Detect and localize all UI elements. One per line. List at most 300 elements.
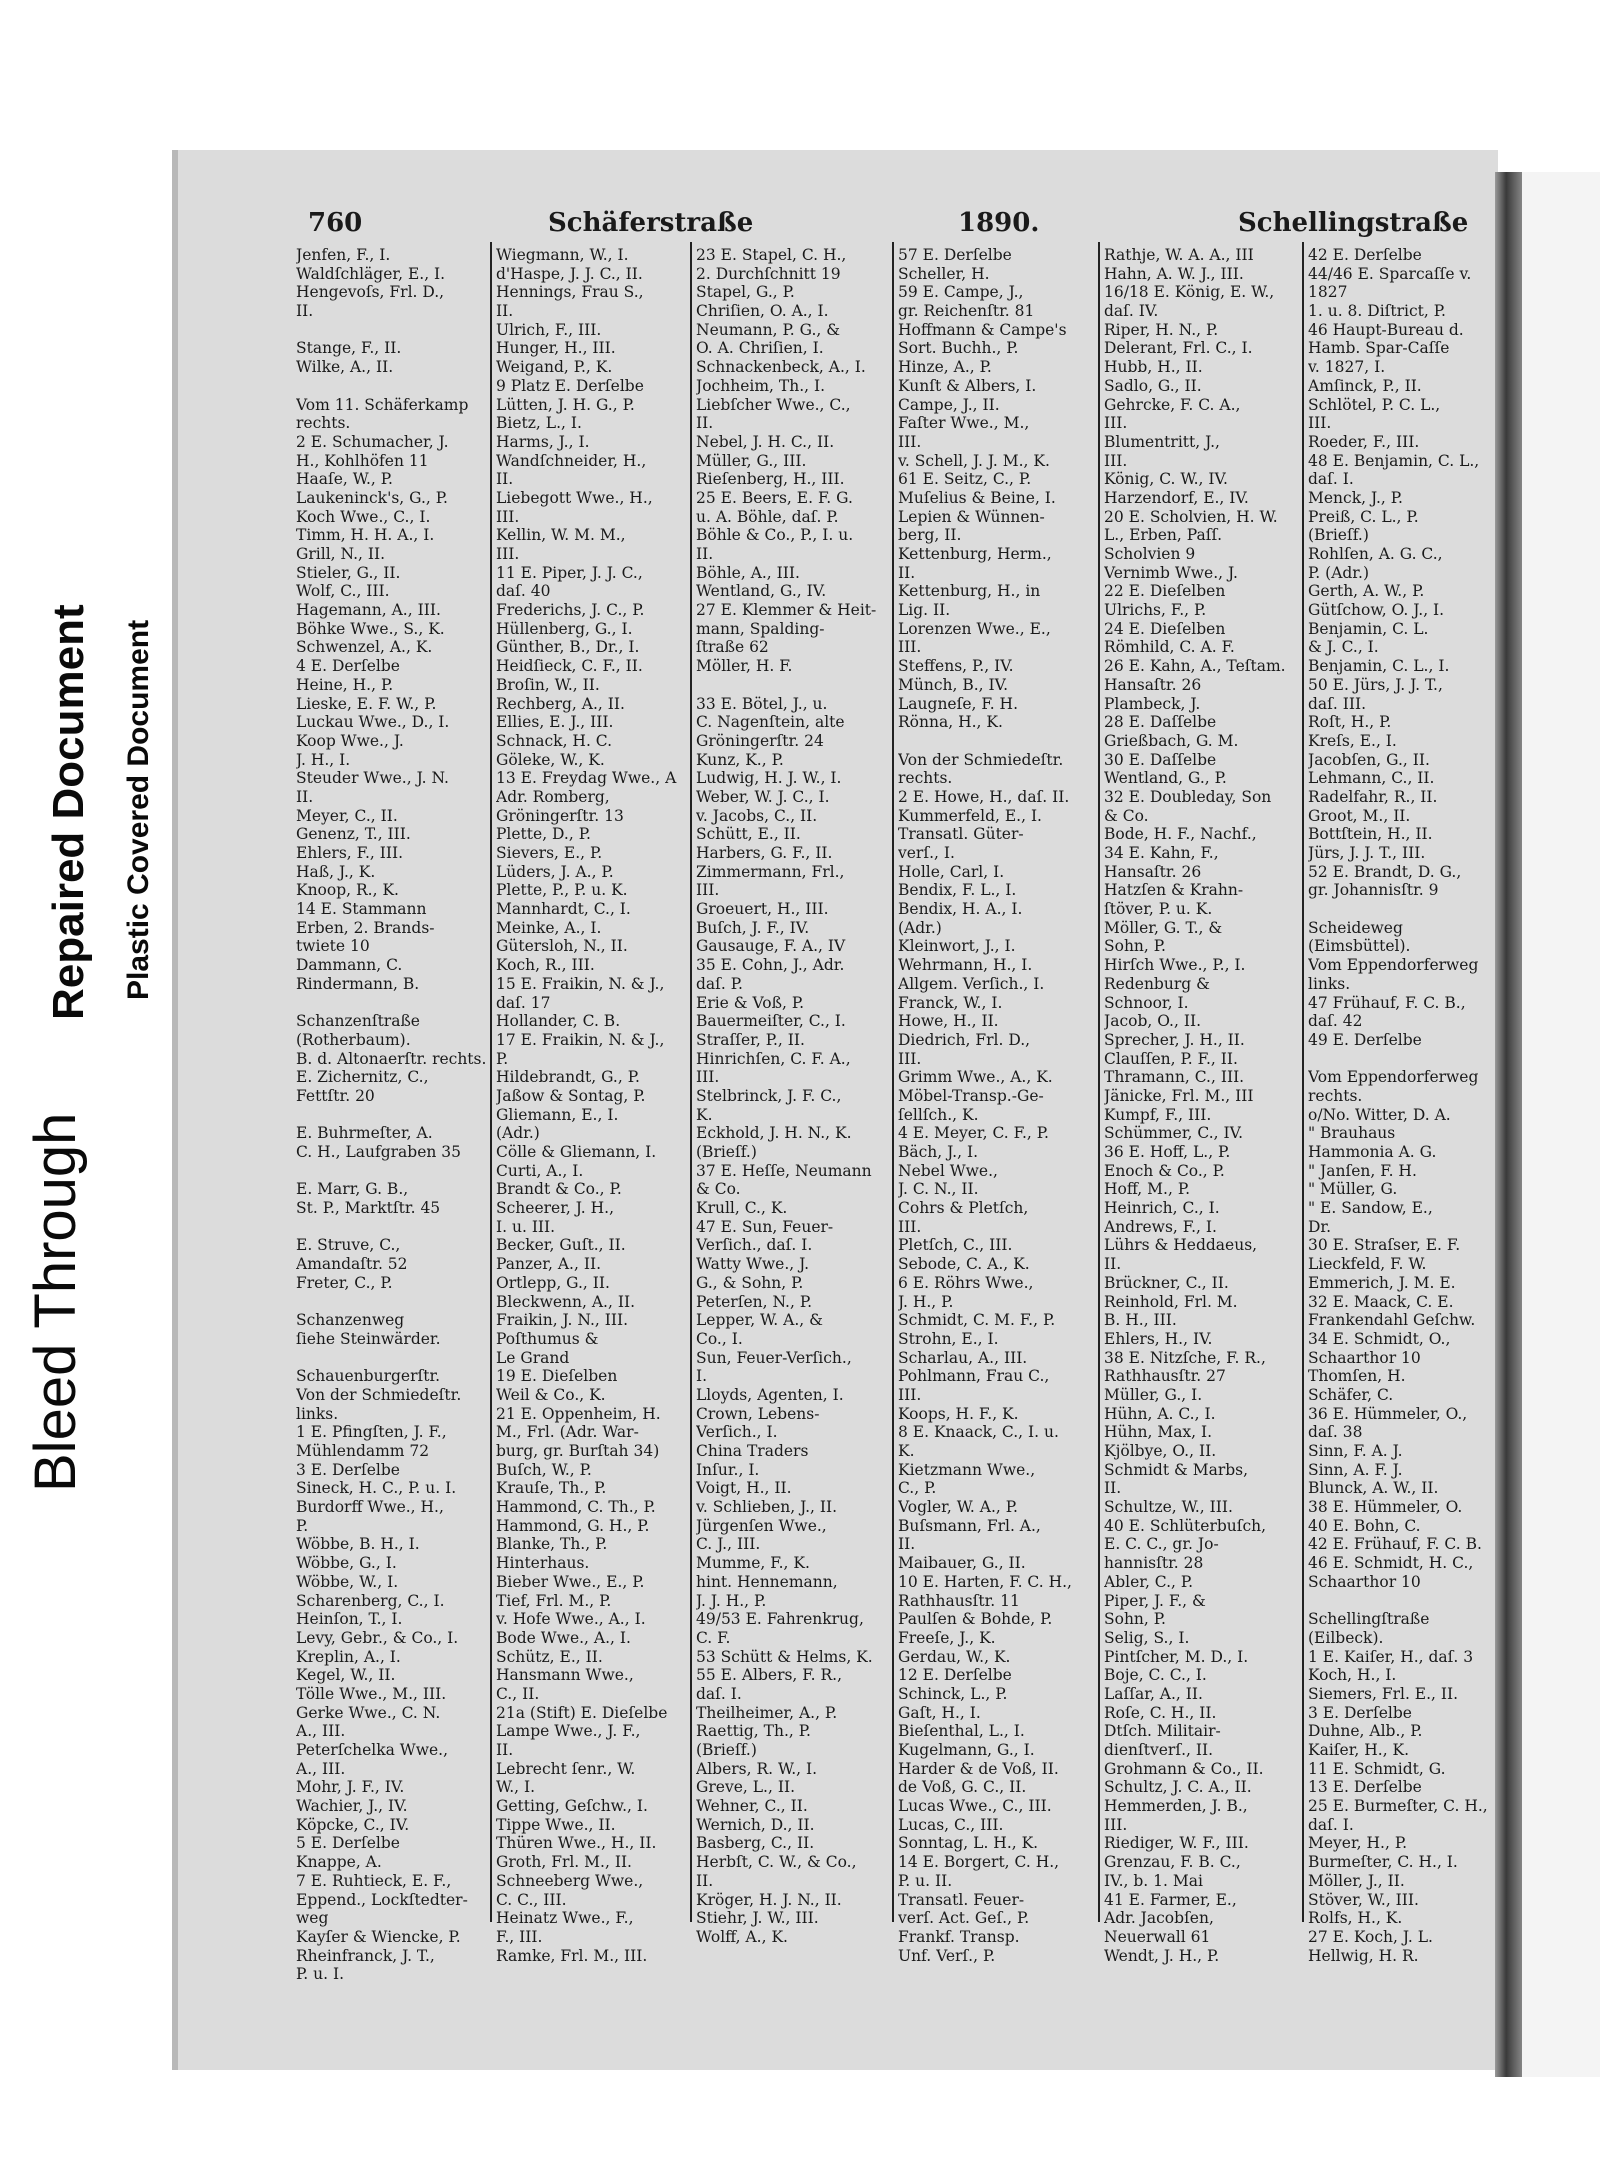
directory-entry-line: 47 Frühauf, F. C. B., (1308, 993, 1466, 1012)
directory-entry-line: Greve, L., II. (696, 1778, 795, 1797)
directory-entry-line: 44/46 E. Sparcaſſe v. (1308, 264, 1472, 283)
directory-entry-line: Scharlau, A., III. (898, 1348, 1028, 1367)
directory-entry-line: III. (696, 881, 720, 900)
directory-entry-line: Hammonia A. G. (1308, 1143, 1437, 1161)
directory-entry-line: 1 E. Kaiſer, H., daſ. 3 (1308, 1647, 1474, 1666)
directory-entry-line: II. (898, 563, 916, 582)
directory-entry-line: 34 E. Kahn, F., (1104, 844, 1219, 862)
directory-entry-line: Schaarthor 10 (1308, 1572, 1421, 1591)
directory-entry-line: Sort. Buchh., P. (898, 339, 1019, 358)
directory-entry-line: 61 E. Seitz, C., P. (898, 470, 1032, 489)
directory-entry-line: Unf. Verſ., P. (898, 1946, 996, 1965)
directory-entry-line: Möller, H. F. (696, 657, 793, 676)
directory-entry-line: Harms, J., I. (496, 432, 590, 451)
directory-entry-line (296, 1349, 491, 1368)
directory-entry-line: Wehner, C., II. (696, 1797, 808, 1816)
directory-entry-line: Weil & Co., K. (496, 1385, 606, 1404)
directory-entry-line: " E. Sandow, E., (1308, 1199, 1433, 1218)
directory-entry-line: III. (898, 638, 922, 657)
plastic-covered-label: Plastic Covered Document (122, 619, 155, 1000)
directory-entry-line: III. (898, 1217, 922, 1236)
directory-entry-line: Göleke, W., K. (496, 750, 605, 769)
right-street-heading: Schellingstraße (1238, 208, 1469, 238)
directory-entry-line: Panzer, A., II. (496, 1255, 602, 1274)
directory-entry-line: 52 E. Brandt, D. G., (1308, 862, 1462, 881)
directory-entry-line: & Co. (696, 1180, 741, 1199)
directory-entry-line: Wolff, A., K. (696, 1927, 788, 1946)
directory-entry-line: 4 E. Derſelbe (296, 657, 400, 676)
directory-entry-line: E. Buhrmeſter, A. (296, 1124, 433, 1143)
directory-entry-line: Heinſon, T., I. (296, 1610, 403, 1629)
directory-entry-line: Schanzenſtraße (296, 1012, 420, 1031)
directory-entry-line: Gerdau, W., K. (898, 1647, 1011, 1666)
directory-entry-line: Möller, J., II. (1308, 1871, 1405, 1890)
directory-entry-line: 21 E. Oppenheim, H. (496, 1404, 661, 1423)
directory-entry-line: Lieckfeld, F. W. (1308, 1255, 1427, 1274)
page-number: 760 (308, 208, 363, 238)
directory-entry-line: Transatl. Güter- (898, 825, 1024, 844)
directory-entry-line: Jürs, J. J. T., III. (1308, 844, 1426, 862)
directory-entry-line: Menck, J., P. (1308, 488, 1403, 507)
directory-entry-line: Roſt, H., P. (1308, 713, 1392, 732)
directory-column-3 (696, 246, 894, 1947)
directory-entry-line: Schauenburgerſtr. (296, 1367, 441, 1386)
directory-entry-line: Schinck, L., P. (898, 1684, 1008, 1703)
directory-entry-line: Adr. Romberg, (496, 787, 610, 806)
directory-entry-line: III. (1104, 451, 1128, 470)
directory-entry-line: Rathje, W. A. A., III (1104, 246, 1254, 264)
directory-entry-line: weg (296, 1909, 329, 1928)
directory-entry-line: Koop Wwe., J. (296, 731, 404, 750)
directory-entry-line: Koops, H. F., K. (898, 1404, 1019, 1423)
directory-entry-line: Ramke, Frl. M., III. (496, 1946, 648, 1965)
directory-entry-line: Hammond, G. H., P. (496, 1516, 650, 1535)
directory-entry-line: 23 E. Stapel, C. H., (696, 246, 847, 264)
directory-entry-line: Enoch & Co., P. (1104, 1161, 1225, 1180)
directory-entry-line: Meyer, C., II. (296, 806, 398, 825)
directory-entry-line: II. (696, 414, 714, 433)
directory-entry-line: C. C., III. (496, 1890, 567, 1909)
directory-entry-line: Vernimb Wwe., J. (1104, 563, 1238, 582)
directory-entry-line (1308, 1592, 1493, 1611)
directory-entry-line: III. (696, 1068, 720, 1087)
directory-entry-line: Stange, F., II. (296, 339, 402, 358)
directory-entry-line: Ortlepp, G., II. (496, 1273, 610, 1292)
directory-entry-line: Wöbbe, W., I. (296, 1572, 399, 1591)
directory-entry-line: Ulrichs, F., P. (1104, 601, 1207, 620)
directory-entry-line: Mannhardt, C., I. (496, 900, 631, 919)
directory-entry-line: Kröger, H. J. N., II. (696, 1890, 842, 1909)
directory-entry-line: Sohn, P. (1104, 1610, 1166, 1629)
directory-entry-line: Steuder Wwe., J. N. (296, 769, 449, 788)
column-rule (892, 242, 894, 1922)
directory-entry-line: P. u. I. (296, 1965, 345, 1984)
directory-entry-line: Amandaſtr. 52 (296, 1255, 408, 1274)
directory-entry-line: Hellwig, H. R. (1308, 1946, 1419, 1965)
directory-entry-line: Strohn, E., I. (898, 1329, 999, 1348)
directory-entry-line: B. H., III. (1104, 1311, 1177, 1330)
directory-entry-line: Lucas Wwe., C., III. (898, 1797, 1052, 1816)
directory-entry-line: C. H., Laufgraben 35 (296, 1143, 462, 1161)
directory-entry-line: Nebel, J. H. C., II. (696, 432, 835, 451)
directory-entry-line: links. (296, 1404, 339, 1423)
directory-column-4 (898, 246, 1098, 1965)
directory-entry-line: Adr. Jacobſen, (1104, 1909, 1214, 1928)
directory-entry-line: Getting, Geſchw., I. (496, 1797, 648, 1816)
directory-entry-line: Maibauer, G., II. (898, 1554, 1026, 1573)
directory-entry-line: Emmerich, J. M. E. (1308, 1273, 1456, 1292)
directory-entry-line: 4 E. Meyer, C. F., P. (898, 1124, 1049, 1143)
directory-entry-line: Dtſch. Militair- (1104, 1722, 1221, 1741)
directory-entry-line: Rheinfranck, J. T., (296, 1946, 435, 1965)
directory-entry-line: Schanzenweg (296, 1311, 405, 1330)
directory-entry-line: Müller, G., III. (696, 451, 807, 470)
directory-entry-line: Burdorff Wwe., H., (296, 1498, 444, 1517)
directory-entry-line: 38 E. Nitzſche, F. R., (1104, 1348, 1266, 1367)
directory-entry-line: Tölle Wwe., M., III. (296, 1684, 447, 1703)
directory-entry-line: Gröningerſtr. 24 (696, 731, 824, 750)
directory-entry-line: Lebrecht ſenr., W. (496, 1759, 636, 1778)
directory-entry-line: Weber, W. J. C., I. (696, 787, 830, 806)
directory-entry-line: 14 E. Borgert, C. H., (898, 1853, 1060, 1872)
directory-entry-line: Sebode, C. A., K. (898, 1255, 1030, 1274)
directory-entry-line: Müller, G., I. (1104, 1385, 1203, 1404)
directory-entry-line: 59 E. Campe, J., (898, 283, 1024, 302)
directory-entry-line: III. (898, 1385, 922, 1404)
directory-entry-line: Becker, Guſt., II. (496, 1236, 626, 1255)
directory-entry-line: daſ. I. (696, 1684, 742, 1703)
directory-entry-line: Lucas, C., III. (898, 1815, 1004, 1834)
directory-entry-line: Hagemann, A., III. (296, 601, 441, 620)
directory-entry-line: 38 E. Hümmeler, O. (1308, 1498, 1463, 1517)
directory-entry-line: K. (696, 1105, 713, 1124)
directory-entry-line: Hoff, M., P. (1104, 1180, 1191, 1199)
directory-entry-line: Poſthumus & (496, 1329, 599, 1348)
directory-entry-line: 16/18 E. König, E. W., (1104, 283, 1275, 302)
directory-entry-line: Lüders, J. A., P. (496, 862, 614, 881)
directory-entry-line: J. H., I. (296, 750, 351, 769)
directory-entry-line: Schultze, W., III. (1104, 1498, 1233, 1517)
directory-entry-line: Krull, C., K. (696, 1199, 788, 1218)
directory-entry-line: Reinhold, Frl. M. (1104, 1292, 1238, 1311)
directory-entry-line: Böhle & Co., P., I. u. (696, 526, 854, 545)
directory-entry-line: C. J., III. (696, 1535, 761, 1554)
directory-entry-line: Schnoor, I. (1104, 993, 1189, 1012)
directory-entry-line: III. (898, 1049, 922, 1068)
directory-entry-line: 27 E. Klemmer & Heit- (696, 601, 877, 620)
directory-entry-line: Günther, B., Dr., I. (496, 638, 640, 657)
directory-entry-line: G., & Sohn, P. (696, 1273, 804, 1292)
directory-entry-line: Lloyds, Agenten, I. (696, 1385, 844, 1404)
directory-entry-line: Boje, C. C., I. (1104, 1666, 1207, 1685)
directory-entry-line: Gerke Wwe., C. N. (296, 1703, 441, 1722)
directory-entry-line: Raettig, Th., P. (696, 1722, 811, 1741)
directory-entry-line: 17 E. Fraikin, N. & J., (496, 1030, 665, 1049)
directory-entry-line: 19 E. Dieſelben (496, 1367, 618, 1386)
directory-entry-line: Harder & de Voß, II. (898, 1759, 1059, 1778)
directory-entry-line: Piper, J. F., & (1104, 1591, 1206, 1610)
directory-entry-line: II. (1104, 1255, 1122, 1274)
directory-entry-line: Bauermeiſter, C., I. (696, 1012, 846, 1031)
directory-entry-line: Kayſer & Wiencke, P. (296, 1927, 461, 1946)
directory-entry-line: Sprecher, J. H., II. (1104, 1030, 1245, 1049)
directory-entry-line: 53 Schütt & Helms, K. (696, 1647, 873, 1666)
directory-entry-line: Koch, H., I. (1308, 1666, 1397, 1685)
directory-entry-line (296, 1106, 491, 1125)
directory-entry-line: Allgem. Verſich., I. (898, 974, 1045, 993)
directory-entry-line: A., III. (296, 1759, 346, 1778)
directory-entry-line: Kleinwort, J., I. (898, 937, 1016, 956)
directory-entry-line: Roſe, C. H., II. (1104, 1703, 1217, 1722)
left-street-heading: Schäferstraße (548, 208, 754, 238)
directory-entry-line: III. (1308, 414, 1332, 433)
directory-entry-line: Hammond, C. Th., P. (496, 1498, 656, 1517)
directory-entry-line: W., I. (496, 1778, 536, 1797)
directory-entry-line: Hirſch Wwe., P., I. (1104, 956, 1246, 975)
directory-entry-line: 42 E. Frühauf, F. C. B. (1308, 1535, 1482, 1554)
directory-entry-line: 49 E. Derſelbe (1308, 1030, 1422, 1049)
directory-entry-line: Hahn, A. W. J., III. (1104, 264, 1244, 283)
directory-entry-line: Abler, C., P. (1104, 1572, 1194, 1591)
directory-entry-line: Schlötel, P. C. L., (1308, 395, 1441, 414)
directory-entry-line: gr. Johannisſtr. 9 (1308, 881, 1439, 900)
directory-entry-line: Groth, Frl. M., II. (496, 1853, 632, 1872)
directory-entry-line: 37 E. Heſſe, Neumann (696, 1161, 872, 1180)
directory-entry-line: daſ. P. (696, 974, 743, 993)
directory-entry-line: Hinterhaus. (496, 1554, 590, 1573)
directory-entry-line: Von der Schmiedeſtr. (898, 750, 1064, 769)
directory-entry-line: Delerant, Frl. C., I. (1104, 339, 1253, 358)
directory-entry-line: Haß, J., K. (296, 862, 376, 881)
directory-entry-line: II. (496, 470, 514, 489)
directory-entry-line: Schwenzel, A., K. (296, 638, 433, 657)
directory-entry-line: Wentland, G., IV. (696, 582, 827, 601)
directory-entry-line: Le Grand (496, 1348, 570, 1367)
directory-entry-line: Stöver, W., III. (1308, 1890, 1419, 1909)
directory-entry-line: daſ. 17 (496, 993, 551, 1012)
directory-entry-line: Fettſtr. 20 (296, 1086, 375, 1105)
directory-entry-line: 36 E. Hoff, L., P. (1104, 1143, 1231, 1161)
directory-entry-line: Muſelius & Beine, I. (898, 488, 1056, 507)
directory-entry-line: (Eilbeck). (1308, 1628, 1384, 1647)
directory-entry-line: Heine, H., P. (296, 675, 394, 694)
directory-entry-line: Vom Eppendorferweg (1308, 956, 1479, 975)
directory-entry-line: Franck, W., I. (898, 993, 1003, 1012)
directory-entry-line: verſ. Act. Geſ., P. (898, 1909, 1030, 1928)
directory-column-1 (296, 246, 491, 1984)
directory-entry-line: Bieſenthal, L., I. (898, 1722, 1025, 1741)
directory-entry-line: 13 E. Derſelbe (1308, 1778, 1422, 1797)
directory-entry-line: Rieſenberg, H., III. (696, 470, 845, 489)
directory-entry-line: Gausauge, F. A., IV (696, 937, 846, 956)
directory-entry-line: Ehlers, H., IV. (1104, 1329, 1213, 1348)
directory-entry-line: Stelbrinck, J. F. C., (696, 1086, 842, 1105)
directory-entry-line: Riper, H. N., P. (1104, 320, 1219, 339)
directory-entry-line: Lepien & Wünnen- (898, 507, 1045, 526)
directory-entry-line: 5 E. Derſelbe (296, 1834, 400, 1853)
directory-entry-line: daſ. I. (1308, 470, 1354, 489)
directory-entry-line: Hildebrandt, G., P. (496, 1068, 640, 1087)
directory-entry-line: Scheller, H. (898, 264, 990, 283)
directory-entry-line: Wöbbe, B. H., I. (296, 1535, 420, 1554)
directory-entry-line: Duhne, Alb., P. (1308, 1722, 1423, 1741)
directory-entry-line: (Rotherbaum). (296, 1030, 411, 1049)
directory-entry-line: Hollander, C. B. (496, 1012, 621, 1031)
directory-entry-line: Grohmann & Co., II. (1104, 1759, 1264, 1778)
directory-entry-line (296, 1293, 491, 1312)
directory-entry-line: Schellingſtraße (1308, 1610, 1430, 1629)
directory-entry-line: Wöbbe, G., I. (296, 1554, 397, 1573)
directory-entry-line: Meinke, A., I. (496, 918, 602, 937)
directory-entry-line: Schütz, E., II. (496, 1647, 603, 1666)
directory-entry-line (296, 1218, 491, 1237)
directory-entry-line: berg, II. (898, 526, 962, 545)
directory-entry-line: 1 E. Pfingſten, J. F., (296, 1423, 447, 1442)
directory-entry-line: (Adr.) (496, 1124, 540, 1143)
directory-entry-line (296, 994, 491, 1013)
directory-entry-line: Ellies, E. J., III. (496, 713, 614, 732)
directory-entry-line: Bode Wwe., A., I. (496, 1628, 631, 1647)
directory-entry-line: Siemers, Frl. E., II. (1308, 1684, 1459, 1703)
directory-entry-line (898, 732, 1098, 751)
directory-entry-line: Frankendahl Geſchw. (1308, 1311, 1476, 1330)
directory-entry-line: Crown, Lebens- (696, 1404, 820, 1423)
directory-entry-line: II. (898, 1535, 916, 1554)
directory-entry-line: Sievers, E., P. (496, 844, 603, 862)
directory-entry-line: P. u. II. (898, 1871, 953, 1890)
directory-entry-line: " Janſen, F. H. (1308, 1161, 1417, 1180)
directory-entry-line: Heinrich, C., I. (1104, 1199, 1220, 1218)
directory-entry-line: Nebel Wwe., (898, 1161, 998, 1180)
directory-entry-line: Koch, R., III. (496, 956, 595, 975)
directory-entry-line: Gerth, A. W., P. (1308, 582, 1425, 601)
directory-entry-line: Sadlo, G., II. (1104, 376, 1202, 395)
directory-entry-line: Cölle & Gliemann, I. (496, 1143, 657, 1161)
directory-entry-line: daſ. III. (1308, 694, 1367, 713)
directory-entry-line: Kunz, K., P. (696, 750, 784, 769)
directory-entry-line: Hüllenberg, G., I. (496, 619, 633, 638)
directory-entry-line: Erben, 2. Brands- (296, 918, 435, 937)
directory-entry-line: Kellin, W. M. M., (496, 526, 626, 545)
directory-entry-line: Howe, H., II. (898, 1012, 999, 1031)
directory-entry-line: II. (696, 545, 714, 563)
directory-entry-line: mann, Spalding- (696, 619, 825, 638)
directory-entry-line: 9 Platz E. Derſelbe (496, 376, 644, 395)
directory-entry-line: Jürgenſen Wwe., (696, 1516, 827, 1535)
directory-entry-line: Chriſien, O. A., I. (696, 302, 829, 321)
directory-entry-line: Bleckwenn, A., II. (496, 1292, 636, 1311)
directory-entry-line: Kummerfeld, E., I. (898, 806, 1042, 825)
directory-entry-line: (Brieſf.) (1308, 526, 1369, 545)
directory-entry-line: Clauſſen, P. F., II. (1104, 1049, 1238, 1068)
directory-entry-line: Pletſch, C., III. (898, 1236, 1013, 1255)
directory-entry-line: L., Erben, Paſſ. (1104, 526, 1223, 545)
directory-entry-line: Sineck, H. C., P. u. I. (296, 1479, 457, 1498)
directory-entry-line: Bendix, F. L., I. (898, 881, 1017, 900)
directory-entry-line: P. (296, 1516, 309, 1535)
directory-entry-line: III. (1104, 414, 1128, 433)
directory-entry-line: Verſich., daſ. I. (696, 1236, 813, 1255)
directory-entry-line: Brandt & Co., P. (496, 1180, 622, 1199)
directory-entry-line: Jaßow & Sontag, P. (496, 1086, 646, 1105)
directory-entry-line: daſ. 38 (1308, 1423, 1363, 1442)
directory-entry-line: Wilke, A., II. (296, 358, 394, 377)
directory-entry-line: III. (1104, 1815, 1128, 1834)
directory-entry-line: 11 E. Piper, J. J. C., (496, 563, 643, 582)
directory-entry-line: Sinn, A. F. J. (1308, 1460, 1403, 1479)
column-rule (1302, 242, 1304, 1922)
directory-entry-line: Knoop, R., K. (296, 881, 399, 900)
directory-entry-line: Von der Schmiedeſtr. (296, 1385, 462, 1404)
directory-entry-line: II. (496, 302, 514, 321)
directory-entry-line: Wentland, G., P. (1104, 769, 1227, 788)
directory-entry-line: Wernich, D., II. (696, 1815, 815, 1834)
directory-entry-line: Harzendorf, E., IV. (1104, 488, 1249, 507)
directory-entry-line: Theilheimer, A., P. (696, 1703, 838, 1722)
directory-entry-line: Thramann, C., III. (1104, 1068, 1245, 1087)
directory-entry-line: Bendix, H. A., I. (898, 900, 1023, 919)
directory-entry-line: Kreplin, A., I. (296, 1647, 401, 1666)
directory-entry-line: II. (296, 302, 314, 321)
directory-entry-line: Stieler, G., II. (296, 563, 401, 582)
directory-entry-line: twiete 10 (296, 937, 370, 956)
directory-entry-line: 13 E. Freydag Wwe., A (496, 769, 677, 788)
directory-entry-line: Harbers, G. F., II. (696, 844, 833, 862)
directory-entry-line: Tippe Wwe., II. (496, 1815, 616, 1834)
directory-entry-line: hannisſtr. 28 (1104, 1554, 1204, 1573)
directory-entry-line: (Brieſf.) (696, 1143, 757, 1161)
directory-entry-line (1308, 1050, 1493, 1069)
directory-entry-line: Groot, M., II. (1308, 806, 1411, 825)
directory-entry-line: Campe, J., II. (898, 395, 1000, 414)
directory-entry-line: v. Hofe Wwe., A., I. (496, 1610, 646, 1629)
directory-entry-line: Sinn, F. A. J. (1308, 1442, 1403, 1460)
directory-entry-line: Riediger, W. F., III. (1104, 1834, 1249, 1853)
directory-entry-line: Zimmermann, Frl., (696, 862, 845, 881)
directory-entry-line: E. Marr, G. B., (296, 1180, 409, 1199)
directory-entry-line: Liebegott Wwe., H., (496, 488, 653, 507)
directory-entry-line: 21a (Stift) E. Dieſelbe (496, 1703, 668, 1722)
directory-entry-line: Preiß, C. L., P. (1308, 507, 1419, 526)
directory-entry-line: Scheideweg (1308, 918, 1403, 937)
directory-entry-line: Sonntag, L. H., K. (898, 1834, 1039, 1853)
directory-column-6 (1308, 246, 1493, 1965)
directory-entry-line: C. Nagenſtein, alte (696, 713, 845, 732)
directory-entry-line: St. P., Marktſtr. 45 (296, 1199, 441, 1218)
directory-entry-line: 12 E. Derſelbe (898, 1666, 1012, 1685)
directory-entry-line: daſ. IV. (1104, 302, 1159, 321)
directory-entry-line: 34 E. Schmidt, O., (1308, 1329, 1451, 1348)
directory-entry-line: II. (696, 1871, 714, 1890)
directory-entry-line: Jänicke, Frl. M., III (1104, 1086, 1254, 1105)
directory-entry-line: rechts. (898, 769, 953, 788)
directory-entry-line: 11 E. Schmidt, G. (1308, 1759, 1446, 1778)
directory-entry-line: Schütt, E., II. (696, 825, 801, 844)
directory-entry-line: Rechberg, A., II. (496, 694, 625, 713)
directory-entry-line: Möller, G. T., & (1104, 918, 1223, 937)
directory-entry-line: gr. Reichenſtr. 81 (898, 302, 1035, 321)
directory-entry-line: Grimm Wwe., A., K. (898, 1068, 1053, 1087)
directory-entry-line: Co., I. (696, 1329, 743, 1348)
directory-entry-line: 25 E. Beers, E. F. G. (696, 488, 853, 507)
directory-entry-line: Wolf, C., III. (296, 582, 390, 601)
directory-entry-line: Hamb. Spar-Caſſe (1308, 339, 1450, 358)
directory-entry-line: Hinrichſen, C. F. A., (696, 1049, 851, 1068)
directory-entry-line: Rohlſen, A. G. C., (1308, 545, 1443, 563)
directory-entry-line: Freeſe, J., K. (898, 1628, 996, 1647)
directory-entry-line: verſ., I. (898, 844, 955, 862)
directory-entry-line: Redenburg & (1104, 974, 1210, 993)
